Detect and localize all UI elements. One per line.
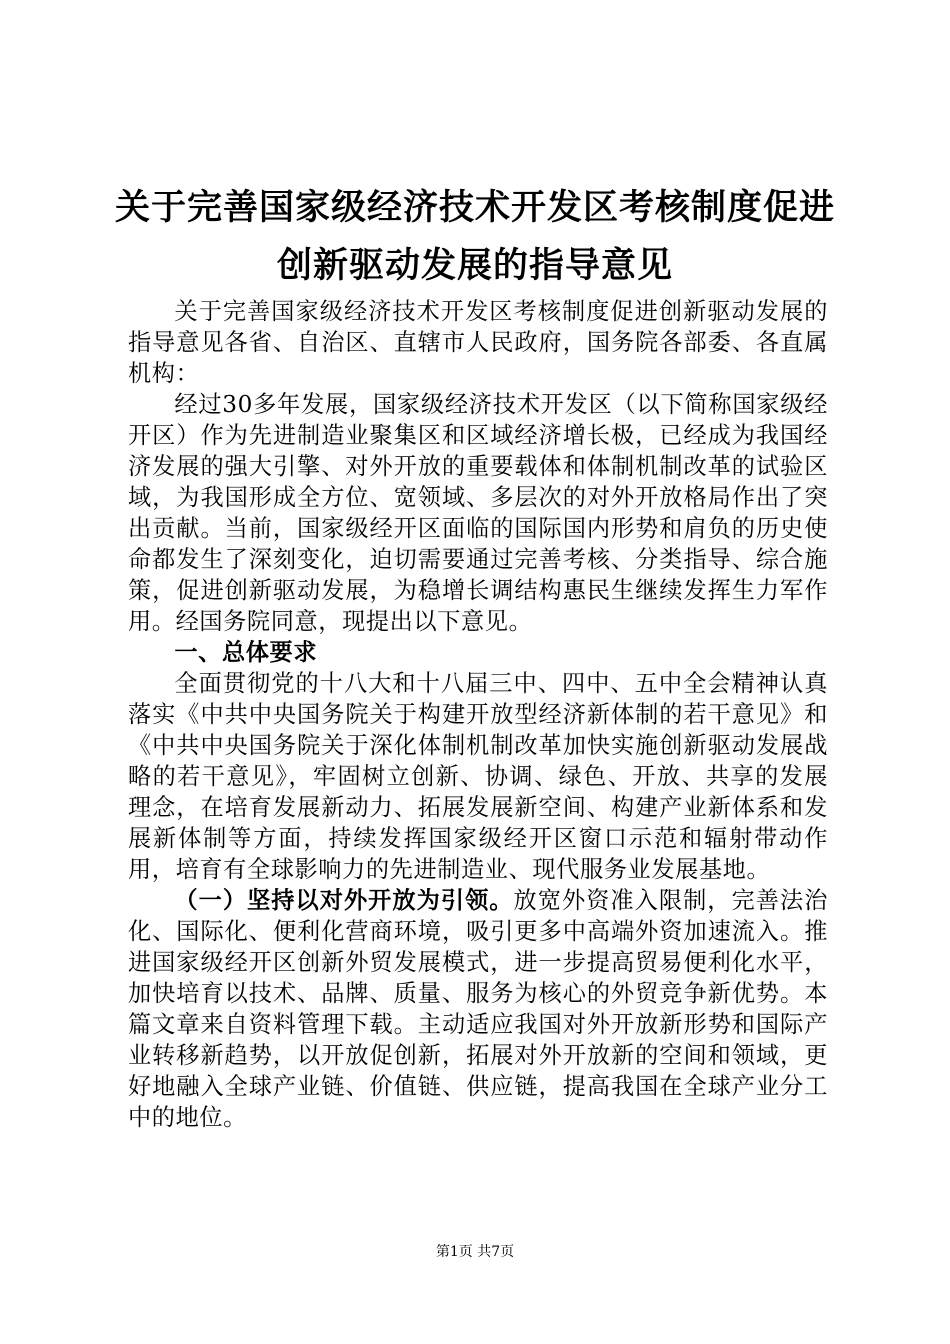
item-1-text: 放宽外资准入限制，完善法治化、国际化、便利化营商环境，吸引更多中高端外资加速流入。推进国家级经开区创新外贸发展模式，进一步提高贸易便利化水平，加快培育以技术、品牌、质量、服务为核心的外贸竞争新优势。本篇文章来自资料管理下载。主动适应我国对外开放新形势和国际产业转移新趋势，以开放促创新，拓展对外开放新的空间和领域，更好地融入全球产业链、价值链、供应链，提高我国在全球产业分工中的地位。 <box>128 887 828 1131</box>
document-body <box>128 296 828 1133</box>
page-number-footer: 第1页 共7页 <box>435 1244 515 1260</box>
intro-paragraph: 经过30多年发展，国家级经济技术开发区（以下简称国家级经开区）作为先进制造业聚集区和区域经济增长极，已经成为我国经济发展的强大引擎、对外开放的重要载体和体制机制改革的试验区域，为我国形成全方位、宽领域、多层次的对外开放格局作出了突出贡献。当前，国家级经开区面临的国际国内形势和肩负的历史使命都发生了深刻变化，迫切需要通过完善考核、分类指导、综合施策，促进创新驱动发展，为稳增长调结构惠民生继续发挥生力军作用。经国务院同意，现提出以下意见。 <box>128 391 828 635</box>
item-1-lead: （一）坚持以对外开放为引领。 <box>174 887 514 914</box>
document-title-line-2: 创新驱动发展的指导意见 <box>276 246 673 286</box>
salutation-paragraph: 关于完善国家级经济技术开发区考核制度促进创新驱动发展的指导意见各省、自治区、直辖市人民政府，国务院各部委、各直属机构： <box>128 298 828 387</box>
document-title-line-1: 关于完善国家级经济技术开发区考核制度促进 <box>114 188 835 228</box>
section-heading: 一、总体要求 <box>174 639 318 666</box>
section-paragraph: 全面贯彻党的十八大和十八届三中、四中、五中全会精神认真落实《中共中央国务院关于构建开放型经济新体制的若干意见》和《中共中央国务院关于深化体制机制改革加快实施创新驱动发展战略的若干意见》，牢固树立创新、协调、绿色、开放、共享的发展理念，在培育发展新动力、拓展发展新空间、构建产业新体系和发展新体制等方面，持续发挥国家级经开区窗口示范和辐射带动作用，培育有全球影响力的先进制造业、现代服务业发展基地。 <box>128 670 828 883</box>
item-1-paragraph <box>128 885 828 1133</box>
